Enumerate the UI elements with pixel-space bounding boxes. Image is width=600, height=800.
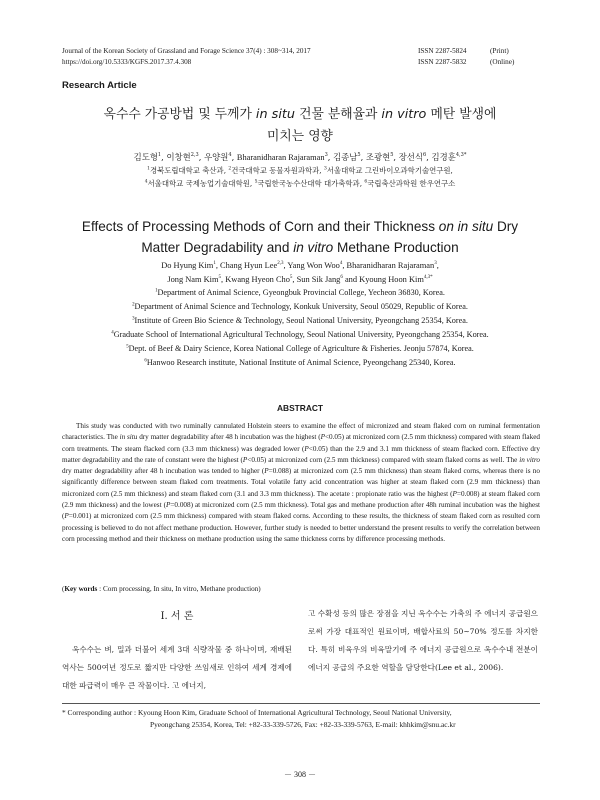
affiliation-3: $^3$Institute of Green Bio Science & Technology, Seoul National University, Pyeongchang 25354, Korea. [132, 316, 468, 325]
introduction-left-column: 옥수수는 벼, 밀과 더불어 세계 3대 식량작물 중 하나이며, 재배된 역사는 500여년 정도로 짧지만 다양한 쓰임새로 인하여 세계 경제에 대한 파급력이 매우 큰 작물이다. 고 에너지, [62, 645, 292, 690]
issn-block [418, 46, 514, 68]
footnote-label: * Corresponding author : [62, 708, 138, 717]
keywords-label: Key words [64, 585, 98, 593]
issn-print: ISSN 2287-5824 [418, 47, 467, 55]
footnote-divider [62, 703, 540, 704]
keywords-text: : Corn processing, In situ, In vitro, Methane production) [97, 585, 261, 593]
keywords: (Key words : Corn processing, In situ, In vitro, Methane production) [62, 585, 261, 593]
korean-title: 옥수수 가공방법 및 두께가 in situ 건물 분해율과 in vitro 메탄 발생에 미치는 영향 [103, 107, 497, 144]
korean-authors-block [40, 151, 560, 190]
page-number: － 308 － [284, 770, 316, 779]
english-authors-line-1: Do Hyung Kim$^1$, Chang Hyun Lee$^{2,3}$, Yang Won Woo$^4$, Bharanidharan Rajaraman$^3$, [161, 261, 439, 270]
affiliation-1: $^1$Department of Animal Science, Gyeongbuk Provincial College, Yecheon 36830, Korea. [155, 288, 445, 297]
doi-link[interactable]: https://doi.org/10.5333/KGFS.2017.37.4.308 [62, 58, 192, 66]
affiliation-6: $^6$Hanwoo Research institute, National Institute of Animal Science, Pyeongchang 25340, Korea. [144, 358, 456, 367]
journal-line: Journal of the Korean Society of Grassland and Forage Science 37(4) : 308~314, 2017 [62, 47, 311, 55]
introduction-right-column: 고 수확성 등의 많은 장점을 지닌 옥수수는 가축의 주 에너지 공급원으로써 가장 대표적인 원료이며, 배합사료의 50~70% 정도를 차지한다. 특히 비육우의 비육말기에 주 에너지 공급원으로 옥수수내 전분이 에너지 공급의 주요한 역할을 담당한다(Lee et al., 2006). [308, 609, 538, 672]
affiliation-2: $^2$Department of Animal Science and Technology, Konkuk University, Seoul 05029, Republic of Korea. [132, 302, 468, 311]
introduction-heading: Ⅰ. 서 론 [160, 611, 194, 622]
issn-print-label: (Print) [490, 47, 509, 55]
journal-citation [62, 46, 311, 68]
corresponding-author-footnote: * Corresponding author : Kyoung Hoon Kim, Graduate School of International Agricultural Technology, Seoul National University, Pyeongchang 25354, Korea, Tel: +82-33-339-5726, Fax: +82-33-339-5763, E-mail: khhkim@snu.ac.kr [62, 708, 456, 729]
affiliation-4: $^4$Graduate School of International Agricultural Technology, Seoul National University, Pyeongchang 25354, Korea. [111, 330, 489, 339]
abstract-body: This study was conducted with two ruminally cannulated Holstein steers to examine the effect of micronized and steam flaked corn on ruminal fermentation characteristics. The in situ dry matter degradability after 48 h incubation was the highest (P<0.05) at micronized corn (2.5 mm thickness) compared with steam flaked corn treatments. The steam flacked corn (3.3 mm thickness) was degraded lower (P<0.05) than the 2.9 and 3.1 mm thickness of steam flacked corn. Effective dry matter degradability and the rate of constant were the highest (P<0.05) at micronized corn (2.5 mm thickness) compared with steam flaked corns as well. The in vitro dry matter degradability after 48 h incubation was tended to higher (P=0.088) at micronized corn (2.5 mm thickness) than steam flaked corns, whereas there is no significantly difference between steam flaked corn treatments. Total volatile fatty acid concentration was higher at steam flaked corn (2.9 mm thickness) than micronized corn (2.5 mm thickness) and steam flaked corn (3.1 and 3.3 mm thickness). The acetate : propionate ratio was the highest (P=0.008) at steam flaked corn (2.9 mm thickness) and the lowest (P=0.008) at micronized corn (2.5 mm thickness). Total gas and methane production after 48h ruminal incubation was the highest (P=0.001) at micronized corn (2.5 mm thickness) compared with steam flaked corns. According to these results, the thickness of steam flaked corn as resulted corn processing is believed to do not affect methane production. However, further study is needed to better understand the present results to verify the correlation between corn processing method and their thickness on methane production using the same thickness corns by difference processing methods. [62, 422, 540, 543]
korean-affiliations-2: $^4$서울대학교 국제농업기술대학원, $^5$국립한국농수산대학 대가축학과, $^6$국립축산과학원 한우연구소 [144, 179, 456, 188]
english-title: Effects of Processing Methods of Corn and their Thickness on in situ Dry Matter Degradability and in vitro Methane Production [81, 219, 519, 255]
english-authors-line-2: Jong Nam Kim$^5$, Kwang Hyeon Cho$^5$, Sun Sik Jang$^6$ and Kyoung Hoon Kim$^{4,3*}$ [167, 274, 433, 284]
korean-authors: 김도형$^1$, 이창현$^{2,3}$, 우양원$^4$, Bharanidharan Rajaraman$^3$, 김종남$^5$, 조광현$^5$, 장선식$^6$, 김경훈$^{4,3*}$ [133, 152, 467, 162]
issn-online-label: (Online) [490, 58, 515, 66]
article-type: Research Article [62, 80, 137, 91]
abstract-heading: ABSTRACT [276, 403, 324, 413]
issn-online: ISSN 2287-5832 [418, 58, 467, 66]
affiliation-5: $^5$Dept. of Beef & Dairy Science, Korea National College of Agriculture & Fisheries. Jeonju 57874, Korea. [126, 344, 474, 353]
english-authors-block [40, 259, 560, 370]
korean-affiliations-1: $^1$경북도립대학교 축산과, $^2$건국대학교 동물자원과학과, $^3$서울대학교 그린바이오과학기술연구원, [147, 166, 453, 175]
